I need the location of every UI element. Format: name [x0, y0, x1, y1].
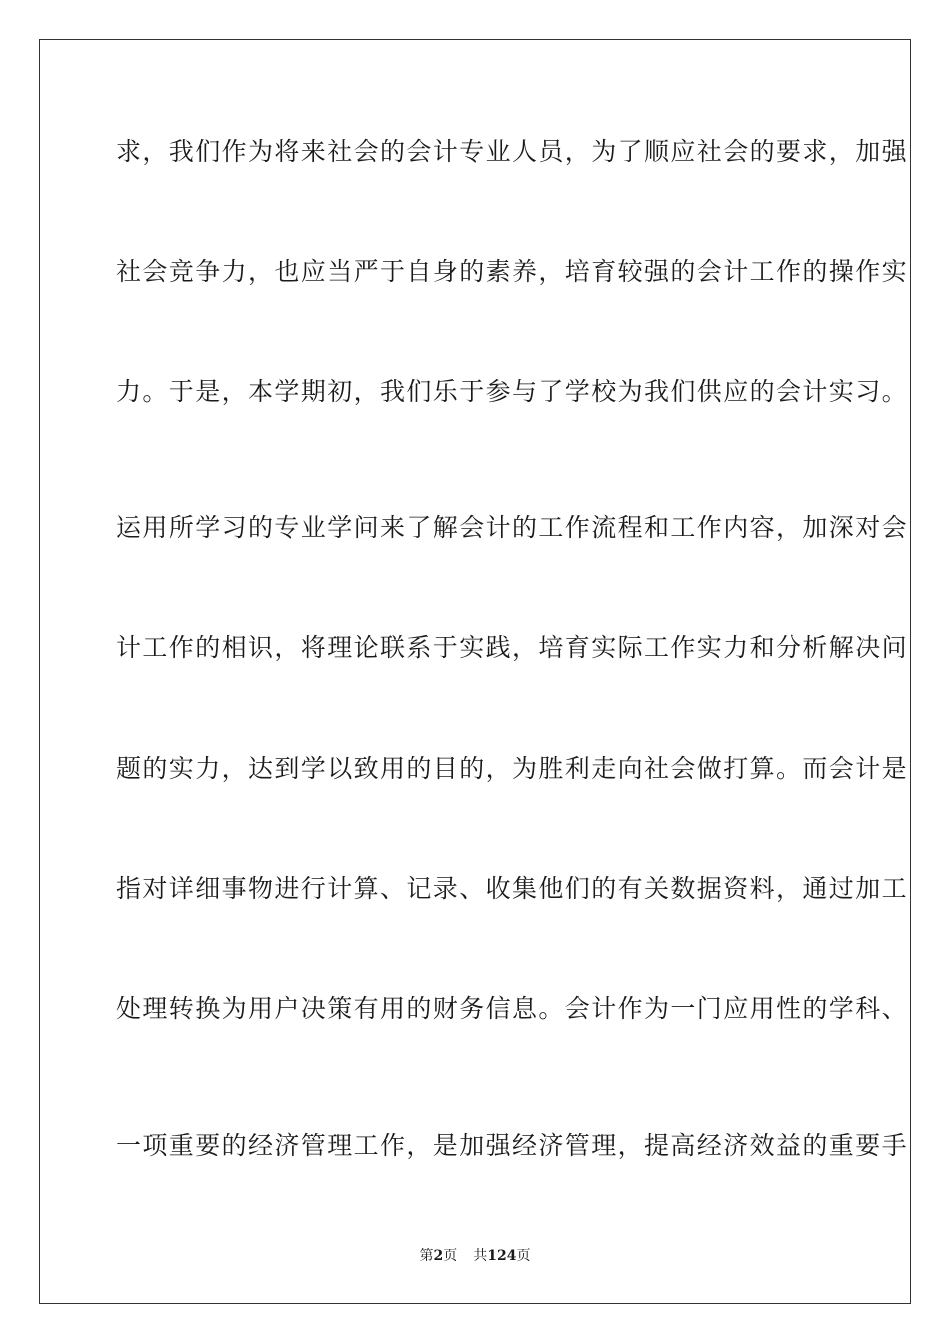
total-pages-indicator: [473, 1248, 530, 1264]
text-line: 题的实力，达到学以致用的目的，为胜利走向社会做打算。而会计是: [116, 754, 909, 783]
page-number: 2: [433, 1248, 444, 1264]
page-prefix: 第: [419, 1248, 434, 1264]
text-line: 力。于是，本学期初，我们乐于参与了学校为我们供应的会计实习。: [116, 377, 909, 406]
page-suffix: 页: [443, 1248, 458, 1264]
total-suffix: 页: [516, 1248, 531, 1264]
text-line: 求，我们作为将来社会的会计专业人员，为了顺应社会的要求，加强: [116, 137, 909, 166]
text-line: 社会竞争力，也应当严于自身的素养，培育较强的会计工作的操作实: [116, 257, 909, 286]
page-footer: [0, 1247, 950, 1265]
text-line: 指对详细事物进行计算、记录、收集他们的有关数据资料，通过加工: [116, 874, 909, 903]
page-border: [39, 39, 911, 1304]
text-line: 运用所学习的专业学问来了解会计的工作流程和工作内容，加深对会: [116, 513, 909, 542]
text-line: 一项重要的经济管理工作，是加强经济管理，提高经济效益的重要手: [116, 1131, 909, 1160]
text-line: 计工作的相识，将理论联系于实践，培育实际工作实力和分析解决问: [116, 633, 909, 662]
page-indicator: [420, 1248, 458, 1264]
total-prefix: 共: [473, 1248, 488, 1264]
total-pages: 124: [487, 1248, 517, 1264]
text-line: 处理转换为用户决策有用的财务信息。会计作为一门应用性的学科、: [116, 994, 909, 1023]
